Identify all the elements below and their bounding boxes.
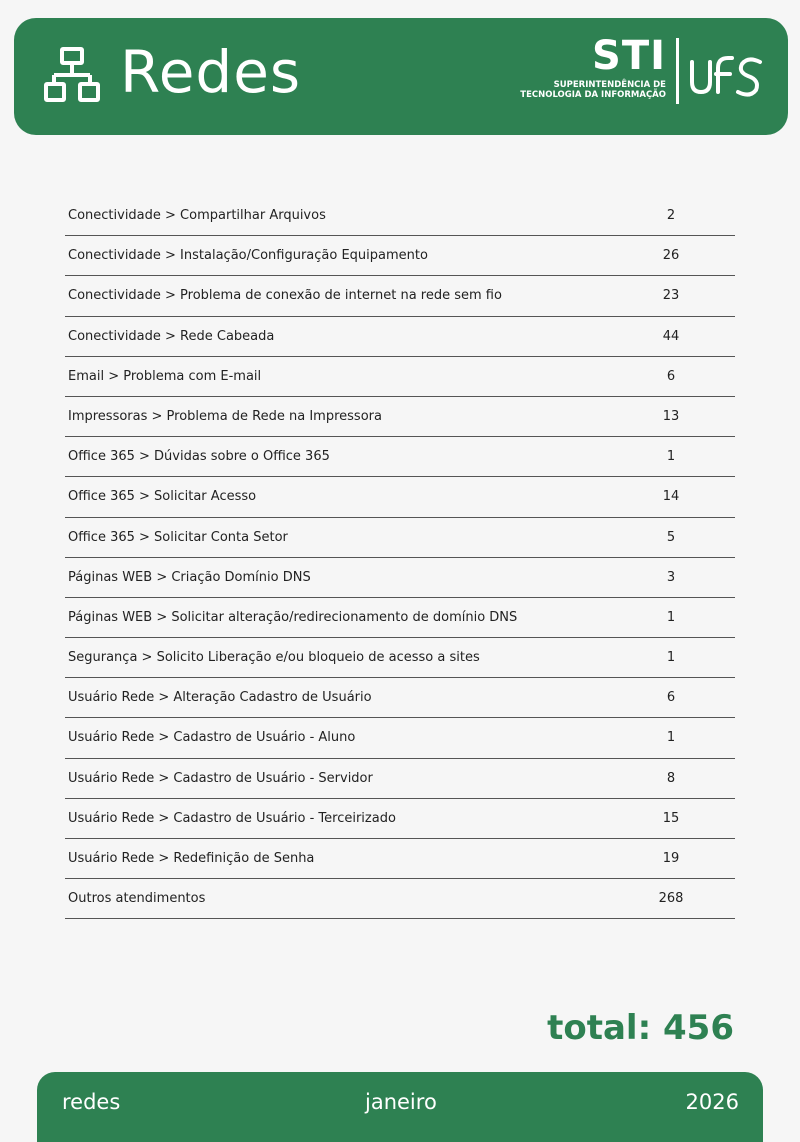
row-label: Impressoras > Problema de Rede na Impressora (68, 408, 382, 424)
table-row (65, 638, 735, 678)
row-label: Conectividade > Problema de conexão de internet na rede sem fio (68, 288, 502, 304)
row-label: Usuário Rede > Cadastro de Usuário - Servidor (68, 770, 373, 786)
row-label: Office 365 > Solicitar Conta Setor (68, 529, 288, 545)
row-value: 13 (662, 408, 680, 424)
table-row (65, 437, 735, 477)
row-label: Páginas WEB > Solicitar alteração/redirecionamento de domínio DNS (68, 609, 518, 625)
row-value: 1 (666, 730, 676, 746)
table-row (65, 718, 735, 758)
table-row (65, 678, 735, 718)
page-title: Redes (120, 38, 302, 106)
row-value: 44 (662, 328, 680, 344)
table-row (65, 276, 735, 316)
row-label: Usuário Rede > Cadastro de Usuário - Terceirizado (68, 810, 396, 826)
row-label: Conectividade > Instalação/Configuração Equipamento (68, 248, 428, 264)
row-value: 19 (662, 851, 680, 866)
row-value: 1 (666, 449, 676, 465)
table-row (65, 518, 735, 558)
row-label: Office 365 > Solicitar Acesso (68, 489, 257, 505)
row-label: Conectividade > Rede Cabeada (68, 328, 275, 344)
footer-category: redes (62, 1090, 121, 1114)
table-row (65, 357, 735, 397)
row-value: 2 (666, 208, 676, 223)
ufs-logo (688, 48, 768, 104)
row-value: 1 (666, 609, 676, 625)
table-row (65, 839, 735, 879)
table-row (65, 317, 735, 357)
total-count: total: 456 (547, 1008, 734, 1048)
row-label: Email > Problema com E-mail (68, 368, 262, 384)
row-value: 6 (666, 690, 676, 706)
row-value: 26 (662, 248, 680, 264)
network-icon (44, 46, 100, 104)
table-row (65, 236, 735, 276)
table-row (65, 759, 735, 799)
row-value: 23 (662, 288, 680, 304)
footer-year: 2026 (685, 1090, 739, 1114)
row-value: 14 (662, 489, 680, 505)
row-value: 5 (666, 529, 676, 545)
row-label: Conectividade > Compartilhar Arquivos (68, 208, 326, 223)
row-label: Segurança > Solicito Liberação e/ou bloqueio de acesso a sites (68, 650, 480, 666)
table-row (65, 879, 735, 919)
row-value: 268 (658, 891, 684, 907)
row-value: 15 (662, 810, 680, 826)
row-label: Páginas WEB > Criação Domínio DNS (68, 569, 311, 585)
sti-line1: SUPERINTENDÊNCIA DE (553, 80, 666, 90)
table-row (65, 477, 735, 517)
row-value: 3 (666, 569, 676, 585)
footer-month: janeiro (365, 1090, 437, 1114)
sti-line2: TECNOLOGIA DA INFORMAÇÃO (520, 90, 666, 100)
row-label: Usuário Rede > Redefinição de Senha (68, 851, 315, 866)
sti-brand (520, 33, 670, 106)
table-row (65, 196, 735, 236)
table-row (65, 598, 735, 638)
row-label: Usuário Rede > Alteração Cadastro de Usuário (68, 690, 372, 706)
row-label: Office 365 > Dúvidas sobre o Office 365 (68, 449, 330, 465)
sti-abbr: STI (592, 33, 666, 79)
table-row (65, 799, 735, 839)
brand-divider (676, 38, 679, 104)
row-value: 8 (666, 770, 676, 786)
row-value: 1 (666, 650, 676, 666)
row-label: Outros atendimentos (68, 891, 206, 907)
table-row (65, 397, 735, 437)
table-row (65, 558, 735, 598)
ticket-table (65, 196, 735, 919)
footer-bar (37, 1072, 763, 1142)
row-value: 6 (666, 368, 676, 384)
row-label: Usuário Rede > Cadastro de Usuário - Aluno (68, 730, 356, 746)
